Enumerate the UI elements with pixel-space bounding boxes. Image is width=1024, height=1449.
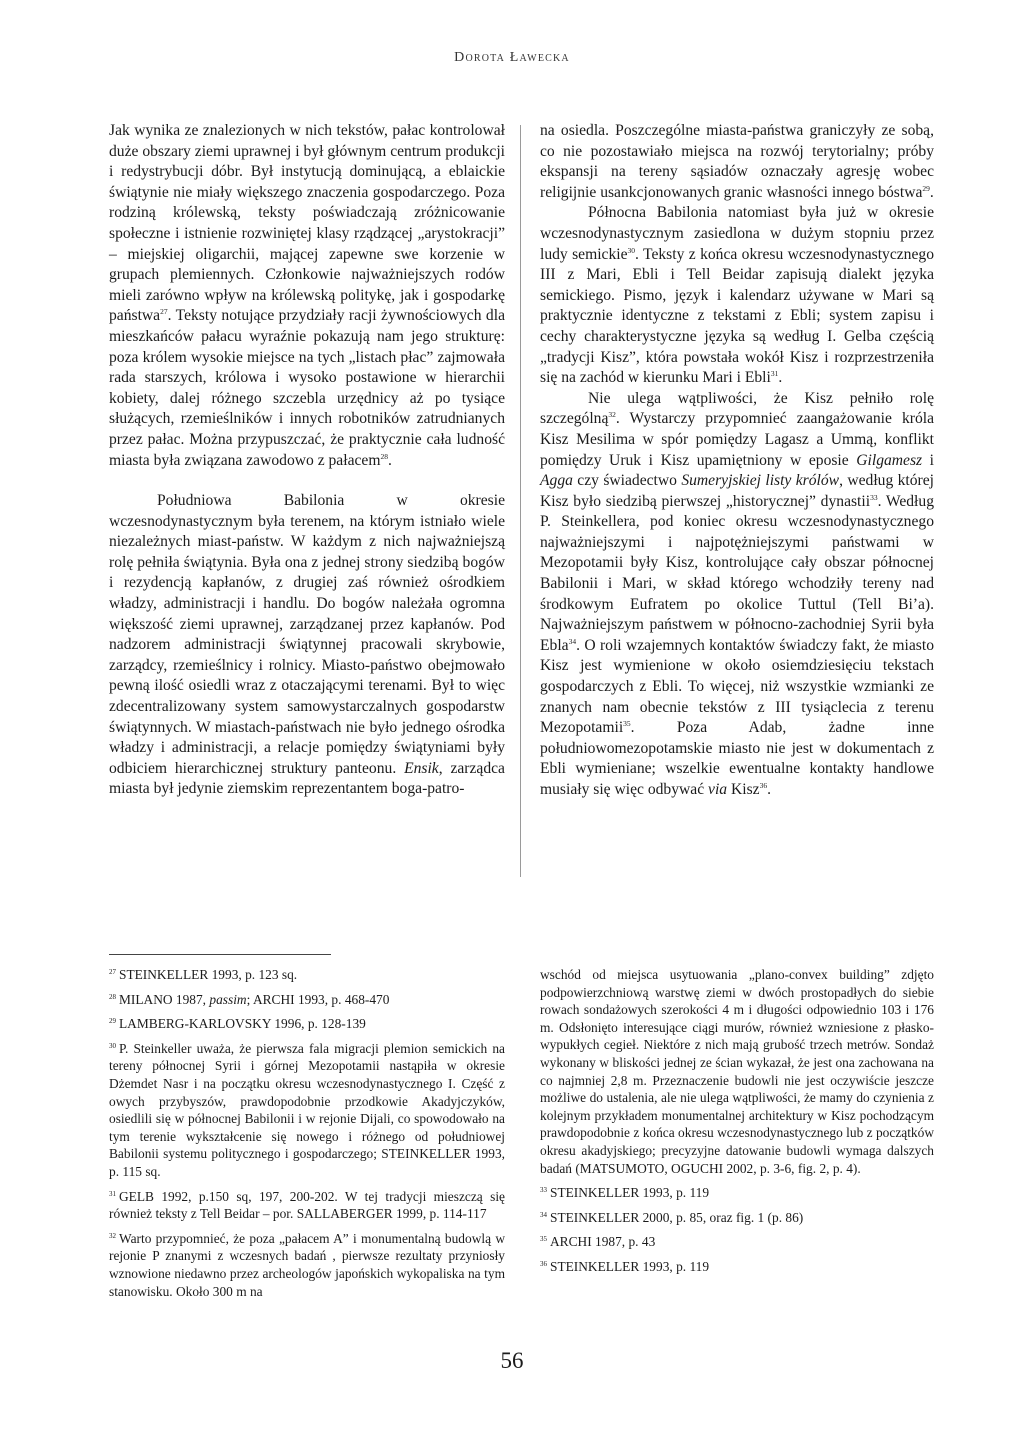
header-author: Dorota Ławecka bbox=[454, 50, 570, 65]
footnote-ref[interactable]: 35 bbox=[623, 719, 631, 729]
footnote bbox=[540, 1233, 934, 1251]
italic-term: Ensik bbox=[404, 759, 439, 777]
footnote-text: ARCHI 1987, p. 43 bbox=[550, 1234, 656, 1250]
footnote-ref[interactable]: 30 bbox=[627, 245, 636, 255]
footnote-number: 35 bbox=[540, 1235, 547, 1244]
footnote-number: 31 bbox=[109, 1189, 116, 1198]
paragraph bbox=[109, 491, 505, 800]
footnote bbox=[540, 1209, 934, 1227]
footnote bbox=[109, 1040, 505, 1181]
running-header bbox=[0, 50, 1024, 66]
italic-term: Sumeryjskiej listy królów bbox=[681, 472, 840, 490]
text-run: . bbox=[778, 369, 783, 387]
text-run: , według której Kisz było siedzibą pierwszej „historycznej” dynastii bbox=[540, 472, 934, 510]
text-run: Kisz bbox=[727, 781, 760, 798]
italic-term: Gilgamesz bbox=[856, 451, 923, 469]
footnote-number: 27 bbox=[109, 968, 116, 976]
text-run: , zarządca miasta był jedynie ziemskim reprezentantem boga-patro- bbox=[109, 759, 505, 798]
footnotes-column-right bbox=[540, 966, 934, 1283]
paragraph bbox=[109, 121, 505, 471]
italic-term: passim bbox=[209, 991, 247, 1007]
footnote-text: STEINKELLER 1993, p. 123 sq. bbox=[119, 967, 298, 982]
text-run: . Poza Adab, żadne inne południowomezopotamskie miasto nie jest w dokumentach z Ebli wymieniane; wszelkie ewentualne kontakty handlowe musiały się więc odbywać bbox=[540, 719, 934, 798]
paragraph bbox=[540, 203, 934, 388]
text-run: . bbox=[387, 451, 392, 469]
footnote-continuation bbox=[540, 966, 934, 1177]
footnote bbox=[540, 1184, 934, 1202]
italic-term: via bbox=[708, 781, 728, 798]
body-column-left bbox=[109, 121, 505, 800]
text-run: . Wystarczy przypomnieć zaangażowanie króla Kisz Mesilima w spór pomiędzy Lagasz a Ummą, konflikt pomiędzy Uruk i Kisz upamiętniony w eposie bbox=[540, 410, 934, 469]
footnote-text: MILANO 1987, bbox=[119, 991, 210, 1007]
text-run: Jak wynika ze znalezionych w nich tekstów, pałac kontrolował duże obszary ziemi uprawnej i był głównym centrum produkcji i redystrybucji dóbr. Był instytucją dominującą, a eblaickie świątynie nie miały większego znaczenia gospodarczego. Poza rodziną królewską, teksty poświadczają zróżnicowanie społeczne i istnienie rozwiniętej klasy rządzącej „arystokracji” – miejskiej oligarchii, mającej zapewne swe korzenie w grupach plemiennych. Członkowie najważniejszych rodów mieli zarówno wpływ na królewską politykę, jak i gospodarkę państwa bbox=[109, 122, 505, 325]
paragraph bbox=[540, 389, 934, 801]
footnote-text: GELB 1992, p.150 sq, 197, 200-202. W tej tradycji mieszczą się również teksty z Tell Beidar – por. SALLABERGER 1999, p. 114-117 bbox=[109, 1188, 505, 1222]
footnote-text: Warto przypomnieć, że poza „pałacem A” i monumentalną budowlą w rejonie P znanymi z wczesnych badań , pierwsze rezultaty przyniosły wznowione niedawno przez archeologów japońskich wykopaliska na tym stanowisku. Około 300 m na bbox=[109, 1230, 505, 1299]
footnote-text: wschód od miejsca usytuowania „plano-convex building” zdjęto podpowierzchniową warstwę ziemi w dwóch prostopadłych do siebie rowach sondażowych szerokości 4 m i długości odpowiednio 103 i 176 m. Odsłonięto interesujące ciągi murów, również wzniesione z płasko-wypukłych cegieł. Niektóre z nich mają grubość trzech metrów. Sondaż wykonany w bliskości jednej ze ścian wykazał, że jest ona zachowana na co najmniej 2,8 m. Przeznaczenie budowli nie jest oczywiście jeszcze możliwe do ustalenia, ale nie ulega wątpliwości, że mamy do czynienia z kolejnym przykładem monumentalnej architektury w Kisz pochodzącym prawdopodobnie z końca okresu wczesnodynastycznego lub z początków okresu akadyjskiego; precyzyjne datowanie budowli wymaga dalszych badań (MATSUMOTO, OGUCHI 2002, p. 3-6, fig. 2, p. 4). bbox=[540, 967, 934, 1176]
footnote-number: 32 bbox=[109, 1231, 116, 1240]
text-run: . bbox=[929, 183, 934, 201]
text-run: . Teksty notujące przydziały racji żywnościowych dla mieszkańców pałacu wyraźnie pokazują nam jego strukturę: poza królem wysokie miejsce na tych „listach płac” zajmowała rada starszych, królowa i wysoko postawione w hierarchii kobiety, dalej różnego szczebla urzędnicy aż po tysiące służących, rzemieślników i innych robotników zatrudnianych przez pałac. Można przypuszczać, że praktycznie cała ludność miasta była związana zawodowo z pałacem bbox=[109, 307, 505, 469]
footnote-text: P. Steinkeller uważa, że pierwsza fala migracji plemion semickich na tereny północnej Syrii i górnej Mezopotamii nastąpiła w okresie Dżemdet Nasr i na początku okresu wczesnodynastycznego I. Część z owych przybyszów, prawdopodobnie przodkowie Akadyjczyków, osiedlili się w północnej Babilonii i w rejonie Dijali, co spowodowało na tym terenie wykształcenie się nowego i różnego od południowej Babilonii systemu politycznego i gospodarczego; STEINKELLER 1993, p. 115 sq. bbox=[109, 1040, 505, 1179]
text-run: na osiedla. Poszczególne miasta-państwa graniczyły ze sobą, co nie pozostawiało miejsca na rozwój terytorialny; próby ekspansji na tereny sąsiadów oznaczały agresję wobec religijnie usankcjonowanych granic własności innego bóstwa bbox=[540, 122, 934, 201]
footnote bbox=[109, 966, 505, 984]
footnote-number: 28 bbox=[109, 992, 116, 1001]
footnote-ref[interactable]: 36 bbox=[759, 781, 768, 790]
text-run: Nie ulega wątpliwości, że Kisz pełniło rolę szczególną bbox=[540, 389, 934, 428]
body-column-right bbox=[540, 121, 934, 801]
footnote-number: 36 bbox=[540, 1259, 547, 1268]
text-run: . Teksty z końca okresu wczesnodynastycznego III z Mari, Ebli i Tell Beidar zapisują dialekt języka semickiego. Pismo, język i kalendarz używane w Mari są praktycznie identyczne z tekstami z Ebli; system zapisu i cechy charakterystyczne języka są według I. Gelba częścią „tradycji Kisz”, która powstała wokół Kisz i rozprzestrzeniła się na zachód w kierunku Mari i Ebli bbox=[540, 245, 934, 387]
paragraph bbox=[540, 121, 934, 203]
footnote-ref[interactable]: 31 bbox=[770, 369, 779, 379]
footnote-ref[interactable]: 32 bbox=[608, 410, 616, 420]
footnote-ref[interactable]: 27 bbox=[160, 307, 168, 317]
column-divider bbox=[520, 125, 521, 877]
footnotes-column-left bbox=[109, 966, 505, 1307]
page-number: 56 bbox=[500, 1348, 524, 1373]
footnote-ref[interactable]: 29 bbox=[922, 183, 930, 193]
text-run: . bbox=[767, 781, 771, 798]
footnote bbox=[540, 1258, 934, 1276]
footnote bbox=[109, 991, 505, 1009]
footnote-text: ; ARCHI 1993, p. 468-470 bbox=[246, 991, 390, 1007]
text-run: Południowa Babilonia w okresie wczesnodynastycznym była terenem, na którym istniało wiele niezależnych miast-państw. W każdym z nich najważniejszą rolę pełniła świątynia. Była ona z jednej strony siedzibą bogów i rezydencją kapłanów, z drugiej zaś również ośrodkiem władzy, administracji i handlu. Do bogów należała ogromna większość ziemi uprawnej, zarządzanej przez kapłanów. Pod nadzorem administracji świątynnej pracowali skrybowie, zarządcy, rzemieślnicy i rolnicy. Miasto-państwo obejmowało pewną ilość osiedli wraz z otaczającymi terenami. Był to więc zdecentralizowany system samowystarczalnych gospodarstw świątynnych. W miastach-państwach nie było jednego ośrodka władzy i administracji, a relacje pomiędzy świątyniami były odbiciem hierarchicznej struktury panteonu. bbox=[109, 492, 505, 777]
text-run: i bbox=[922, 451, 935, 469]
footnote bbox=[109, 1015, 505, 1033]
text-run: . O roli wzajemnych kontaktów świadczy fakt, że miasto Kisz jest wymienione w około osiemdziesięciu tekstach gospodarczych z Ebli. To więcej, niż wszystkie wzmianki ze znanych nam obecnie tekstów z III tysiąclecia z terenu Mezopotamii bbox=[540, 636, 934, 737]
text-run: Północna Babilonia natomiast była już w okresie wczesnodynastycznym zasiedlona w dużym stopniu przez ludy semickie bbox=[540, 204, 934, 263]
footnote-text: LAMBERG-KARLOVSKY 1996, p. 128-139 bbox=[119, 1016, 366, 1032]
footnote-number: 33 bbox=[540, 1186, 547, 1195]
footnote-ref[interactable]: 28 bbox=[380, 451, 388, 461]
italic-term: Agga bbox=[540, 472, 573, 490]
footnote bbox=[109, 1230, 505, 1300]
footnote-text: STEINKELLER 1993, p. 119 bbox=[550, 1185, 710, 1201]
footnote-text: STEINKELLER 1993, p. 119 bbox=[550, 1258, 710, 1274]
text-run: . Według P. Steinkellera, pod koniec okresu wczesnodynastycznego najważniejszymi i najpotężniejszymi państwami w Mezopotamii były Kisz, kontrolujące cały obszar północnej Babilonii i Mari, w skład którego wchodziły tereny nad środkowym Eufratem po okolice Tuttul (Tell Bi’a). Najważniejszym państwem w północno-zachodniej Syrii była Ebla bbox=[540, 492, 934, 654]
footnote-number: 34 bbox=[540, 1210, 547, 1219]
footnote-number: 29 bbox=[109, 1017, 116, 1026]
footnote-separator bbox=[109, 954, 331, 955]
footnote-ref[interactable]: 34 bbox=[568, 636, 577, 646]
footnote-number: 30 bbox=[109, 1041, 116, 1050]
text-run: czy świadectwo bbox=[572, 472, 682, 490]
footnote-ref[interactable]: 33 bbox=[870, 492, 878, 502]
footnote bbox=[109, 1188, 505, 1223]
footnote-text: STEINKELLER 2000, p. 85, oraz fig. 1 (p. 86) bbox=[550, 1209, 804, 1225]
